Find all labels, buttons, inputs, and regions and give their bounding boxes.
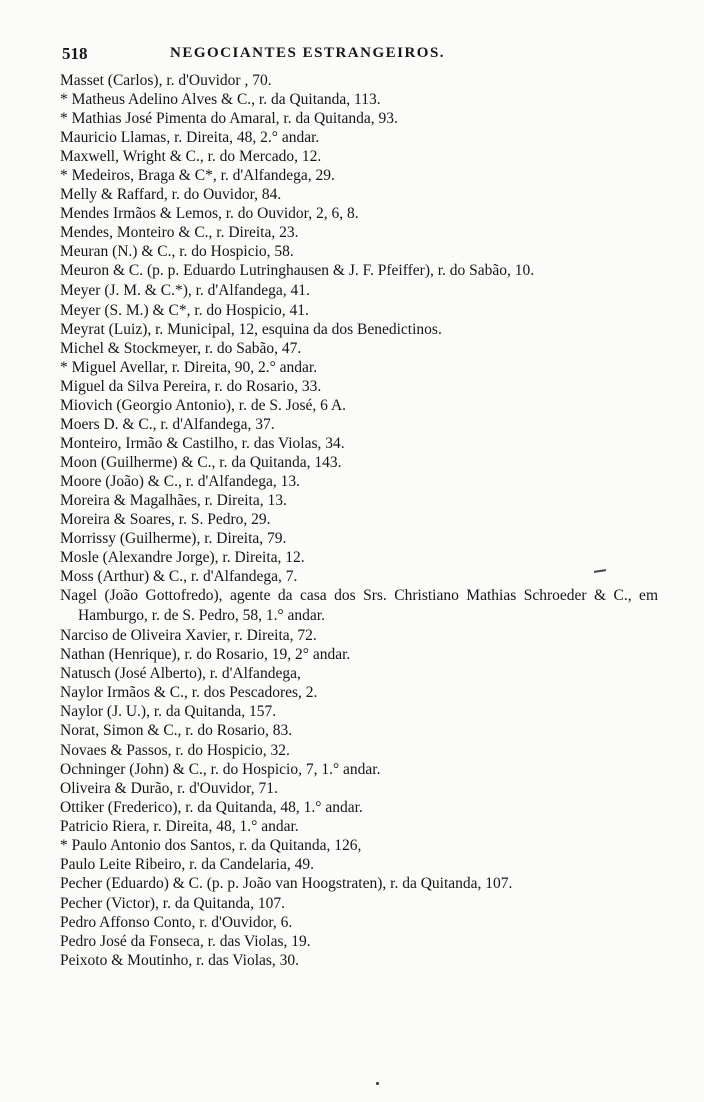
directory-entry: Masset (Carlos), r. d'Ouvidor , 70.: [60, 72, 272, 89]
directory-entry: Novaes & Passos, r. do Hospicio, 32.: [60, 741, 290, 759]
directory-entry: Nagel (João Gottofredo), agente da casa dos Srs. Christiano Mathias Schroeder & C., em Hamburgo, r. de S. Pedro, 58, 1.° andar.: [60, 587, 658, 625]
directory-entry: Naylor (J. U.), r. da Quitanda, 157.: [60, 703, 277, 721]
directory-entry: Nathan (Henrique), r. do Rosario, 19, 2° andar.: [60, 646, 351, 664]
directory-entry: * Medeiros, Braga & C*, r. d'Alfandega, 29.: [60, 167, 335, 185]
directory-entry: Morrissy (Guilherme), r. Direita, 79.: [60, 530, 287, 548]
directory-entry: Peixoto & Moutinho, r. das Violas, 30.: [60, 951, 300, 969]
directory-entry: Mosle (Alexandre Jorge), r. Direita, 12.: [60, 549, 305, 567]
directory-entry: Pedro Affonso Conto, r. d'Ouvidor, 6.: [60, 913, 293, 931]
directory-entry: Moss (Arthur) & C., r. d'Alfandega, 7.: [60, 568, 298, 586]
directory-entry: Mauricio Llamas, r. Direita, 48, 2.° andar.: [60, 129, 320, 147]
directory-entry: Michel & Stockmeyer, r. do Sabão, 47.: [60, 339, 302, 357]
directory-entry: Meuran (N.) & C., r. do Hospicio, 58.: [60, 243, 294, 261]
directory-entry: Moreira & Soares, r. S. Pedro, 29.: [60, 511, 271, 529]
directory-entry: Pecher (Victor), r. da Quitanda, 107.: [60, 894, 286, 912]
directory-entry: Oliveira & Durão, r. d'Ouvidor, 71.: [60, 779, 278, 797]
directory-entry: Naylor Irmãos & C., r. dos Pescadores, 2.: [60, 684, 318, 702]
directory-entry: Miovich (Georgio Antonio), r. de S. José, 6 A.: [60, 396, 347, 414]
directory-entry: Miguel da Silva Pereira, r. do Rosario, 33.: [60, 377, 322, 395]
directory-entry: Ottiker (Frederico), r. da Quitanda, 48, 1.° andar.: [60, 798, 363, 816]
directory-entry: Pedro José da Fonseca, r. das Violas, 19.: [60, 932, 311, 950]
directory-entry: Meyer (J. M. & C.*), r. d'Alfandega, 41.: [60, 282, 310, 300]
directory-entry: Melly & Raffard, r. do Ouvidor, 84.: [60, 186, 282, 204]
directory-entry: Pecher (Eduardo) & C. (p. p. João van Hoogstraten), r. da Quitanda, 107.: [60, 874, 513, 892]
directory-entry: Moore (João) & C., r. d'Alfandega, 13.: [60, 472, 300, 490]
ink-speck: [376, 1082, 379, 1085]
directory-entry: Patricio Riera, r. Direita, 48, 1.° andar.: [60, 817, 299, 835]
page-number: 518: [62, 44, 88, 63]
directory-entry: Paulo Leite Ribeiro, r. da Candelaria, 49.: [60, 855, 314, 873]
directory-list: [60, 71, 658, 970]
directory-entry: Monteiro, Irmão & Castilho, r. das Violas, 34.: [60, 434, 345, 452]
directory-entry: Norat, Simon & C., r. do Rosario, 83.: [60, 722, 293, 740]
directory-entry: Moers D. & C., r. d'Alfandega, 37.: [60, 415, 275, 433]
directory-entry: Natusch (José Alberto), r. d'Alfandega,: [60, 665, 301, 683]
directory-entry: Meyer (S. M.) & C*, r. do Hospicio, 41.: [60, 301, 309, 319]
directory-entry: Meuron & C. (p. p. Eduardo Lutringhausen & J. F. Pfeiffer), r. do Sabão, 10.: [60, 262, 535, 280]
directory-entry: Maxwell, Wright & C., r. do Mercado, 12.: [60, 148, 322, 166]
directory-entry: Moon (Guilherme) & C., r. da Quitanda, 143.: [60, 453, 342, 471]
directory-entry: * Miguel Avellar, r. Direita, 90, 2.° andar.: [60, 358, 318, 376]
running-head: NEGOCIANTES ESTRANGEIROS.: [170, 45, 446, 61]
directory-entry: Narciso de Oliveira Xavier, r. Direita, 72.: [60, 627, 317, 645]
directory-entry: Mendes, Monteiro & C., r. Direita, 23.: [60, 224, 299, 242]
directory-entry: Ochninger (John) & C., r. do Hospicio, 7, 1.° andar.: [60, 760, 381, 778]
page-header: [62, 44, 532, 66]
directory-entry: * Matheus Adelino Alves & C., r. da Quitanda, 113.: [60, 91, 381, 109]
directory-entry: * Paulo Antonio dos Santos, r. da Quitanda, 126,: [60, 836, 362, 854]
directory-entry: * Mathias José Pimenta do Amaral, r. da Quitanda, 93.: [60, 110, 398, 128]
directory-entry: Mendes Irmãos & Lemos, r. do Ouvidor, 2, 6, 8.: [60, 205, 359, 223]
directory-entry: Meyrat (Luiz), r. Municipal, 12, esquina da dos Benedictinos.: [60, 320, 442, 338]
directory-entry: Moreira & Magalhães, r. Direita, 13.: [60, 491, 287, 509]
